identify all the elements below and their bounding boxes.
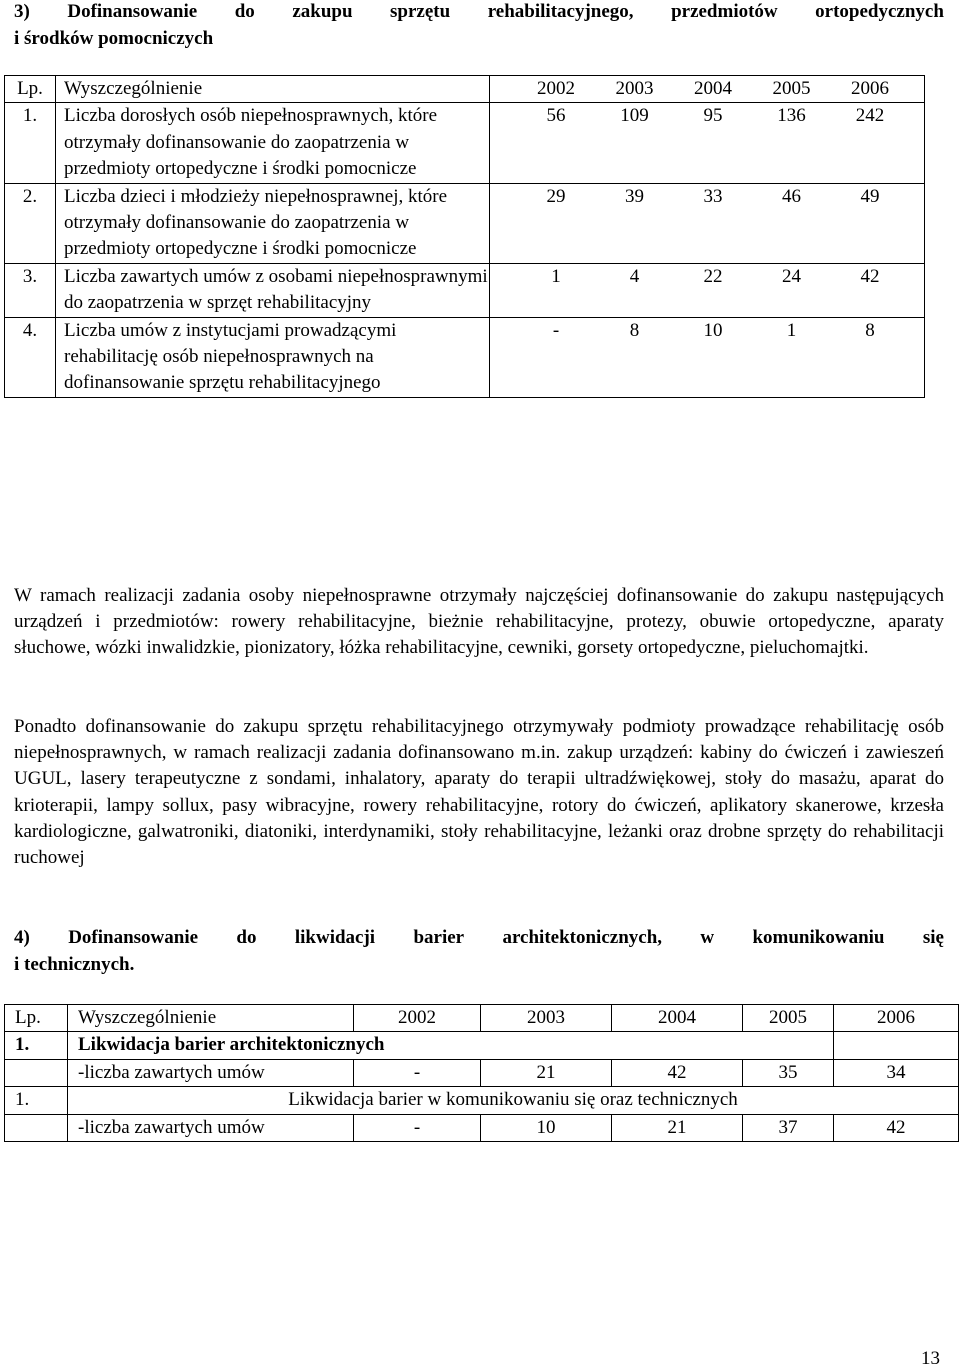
group-communication-lp: 1.: [5, 1087, 68, 1114]
table-row: [5, 263, 925, 317]
table-body: [5, 103, 925, 397]
row-value: 49: [860, 185, 880, 207]
header-year-list: [490, 76, 908, 102]
row-value: 1: [786, 319, 797, 341]
communication-value-2006: 42: [834, 1114, 959, 1141]
row-value: 42: [860, 265, 880, 287]
row-value-list: [490, 184, 908, 210]
row-value: -: [552, 319, 560, 341]
section-3-heading-word: 3): [14, 1, 30, 22]
header-year: 2006: [851, 78, 889, 99]
communication-contracts-desc: -liczba zawartych umów: [68, 1114, 354, 1141]
table-header-row: [5, 1005, 959, 1032]
communication-contracts-lp: [5, 1114, 68, 1141]
table-orthopedic-subsidies: [4, 75, 925, 398]
table-row: [5, 317, 925, 397]
section-4-heading-word: architektonicznych,: [502, 927, 663, 948]
group-architectural-empty: [834, 1032, 959, 1059]
row-value-list: [490, 264, 908, 290]
row-description: Liczba dorosłych osób niepełnosprawnych, które otrzymały dofinansowanie do zaopatrzenia w przedmioty ortopedyczne i środki pomocnicze: [56, 103, 490, 183]
row-value: 1: [551, 265, 561, 287]
group-communication-row: [5, 1087, 959, 1114]
row-value: 24: [782, 265, 801, 287]
row-lp: 2.: [5, 183, 56, 263]
communication-value-2002: -: [354, 1114, 481, 1141]
architectural-contracts-desc: -liczba zawartych umów: [68, 1059, 354, 1086]
architectural-value-2005: 35: [743, 1059, 834, 1086]
header-year-2003: 2003: [481, 1005, 612, 1032]
section-3-heading-word: do: [234, 1, 255, 22]
section-3-heading-line1: [14, 0, 944, 25]
architectural-contracts-row: [5, 1059, 959, 1086]
header-lp: Lp.: [5, 76, 56, 103]
header-description: Wyszczególnienie: [68, 1005, 354, 1032]
row-value: 8: [865, 319, 875, 341]
header-year-2006: 2006: [834, 1005, 959, 1032]
section-4-heading-word: likwidacji: [294, 927, 376, 948]
group-architectural-label: Likwidacja barier architektonicznych: [68, 1032, 834, 1059]
row-values: [490, 183, 925, 263]
communication-value-2005: 37: [743, 1114, 834, 1141]
row-values: [490, 103, 925, 183]
header-year: 2002: [537, 78, 575, 99]
section-4-heading-word: do: [236, 927, 257, 948]
group-communication-label: Likwidacja barier w komunikowaniu się oraz technicznych: [68, 1087, 959, 1114]
table-header-row: [5, 76, 925, 103]
row-value: 4: [629, 265, 640, 287]
section-4-heading-line2: i technicznych.: [14, 954, 135, 975]
table-row: [5, 183, 925, 263]
row-value: 136: [777, 105, 806, 127]
header-year: 2004: [694, 78, 732, 99]
section-3-heading-line2: i środków pomocniczych: [14, 28, 214, 49]
section-4-heading-word: się: [922, 927, 944, 948]
section-4-heading-word: komunikowaniu: [752, 927, 885, 948]
header-description: Wyszczególnienie: [56, 76, 490, 103]
section-4-heading: [14, 924, 944, 978]
row-description: Liczba zawartych umów z osobami niepełnosprawnymi do zaopatrzenia w sprzęt rehabilitacyjny: [56, 263, 490, 317]
section-4-heading-word: Dofinansowanie: [68, 927, 199, 948]
paragraph-individual-purchases: W ramach realizacji zadania osoby niepełnosprawne otrzymały najczęściej dofinansowanie do zakupu następujących urządzeń i przedmiotów: rowery rehabilitacyjne, bieżnie rehabilitacyjne, protezy, obuwie ortopedyczne, aparaty słuchowe, wózki inwalidzkie, pionizatory, łóżka rehabilitacyjne, cewniki, gorsety ortopedyczne, pieluchomajtki.: [14, 585, 944, 659]
section-4-heading-word: 4): [14, 927, 30, 948]
row-value: 39: [625, 185, 644, 207]
architectural-value-2004: 42: [612, 1059, 743, 1086]
row-value: 56: [546, 105, 566, 127]
communication-value-2003: 10: [481, 1114, 612, 1141]
communication-value-2004: 21: [612, 1114, 743, 1141]
row-value: 46: [782, 185, 801, 207]
row-value-list: [490, 103, 908, 129]
section-3-heading-word: zakupu: [292, 1, 353, 22]
architectural-contracts-lp: [5, 1059, 68, 1086]
architectural-value-2002: -: [354, 1059, 481, 1086]
page-number: 13: [921, 1348, 940, 1369]
header-years: [490, 76, 925, 103]
header-year-2002: 2002: [354, 1005, 481, 1032]
communication-contracts-row: [5, 1114, 959, 1141]
row-description: Liczba umów z instytucjami prowadzącymi rehabilitację osób niepełnosprawnych na dofinansowanie sprzętu rehabilitacyjnego: [56, 317, 490, 397]
row-value: 95: [703, 105, 723, 127]
group-architectural-lp: 1.: [5, 1032, 68, 1059]
header-year-2005: 2005: [743, 1005, 834, 1032]
row-value: 33: [703, 185, 723, 207]
row-description: Liczba dzieci i młodzieży niepełnosprawnej, które otrzymały dofinansowanie do zaopatrzenia w przedmioty ortopedyczne i środki pomocnicze: [56, 183, 490, 263]
paragraph-institution-purchases: Ponadto dofinansowanie do zakupu sprzętu rehabilitacyjnego otrzymywały podmioty prowadzące rehabilitację osób niepełnosprawnych, w ramach realizacji zadania dofinansowano m.in. zakup urządzeń: kabiny do ćwiczeń i zawieszeń UGUL, lasery terapeutyczne z sondami, inhalatory, aparaty do terapii ultradźwiękowej, stoły do masażu, aparat do krioterapii, lampy sollux, pasy wibracyjne, rowery rehabilitacyjne, rotory do ćwiczeń, aplikatory skanerowe, krzesła kardiologiczne, galwatroniki, diatoniki, interdynamiki, stoły rehabilitacyjne, leżanki oraz drobne sprzęty do rehabilitacji ruchowej: [14, 716, 944, 869]
header-lp: Lp.: [5, 1005, 68, 1032]
row-value: 242: [855, 105, 885, 127]
row-lp: 1.: [5, 103, 56, 183]
section-3-heading-word: rehabilitacyjnego,: [487, 1, 634, 22]
row-values: [490, 317, 925, 397]
row-value: 8: [629, 319, 640, 341]
section-4-heading-word: barier: [413, 927, 465, 948]
section-4-heading-word: w: [700, 927, 715, 948]
row-value: 10: [703, 319, 723, 341]
group-architectural-row: [5, 1032, 959, 1059]
row-value: 22: [703, 265, 723, 287]
section-3-heading-word: Dofinansowanie: [67, 1, 198, 22]
section-3-heading-word: przedmiotów: [671, 1, 778, 22]
header-year-2004: 2004: [612, 1005, 743, 1032]
architectural-value-2003: 21: [481, 1059, 612, 1086]
row-lp: 3.: [5, 263, 56, 317]
row-lp: 4.: [5, 317, 56, 397]
architectural-value-2006: 34: [834, 1059, 959, 1086]
section-3-heading-word: ortopedycznych: [815, 1, 944, 22]
row-value: 109: [620, 105, 649, 127]
table-row: [5, 103, 925, 183]
row-value-list: [490, 318, 908, 344]
row-value: 29: [546, 185, 566, 207]
row-values: [490, 263, 925, 317]
header-year: 2003: [615, 78, 654, 99]
table-barrier-removal: [4, 1004, 959, 1142]
header-year: 2005: [772, 78, 811, 99]
section-3-heading-word: sprzętu: [390, 1, 451, 22]
section-4-heading-line1: [14, 924, 944, 951]
section-3-heading: [14, 0, 944, 52]
